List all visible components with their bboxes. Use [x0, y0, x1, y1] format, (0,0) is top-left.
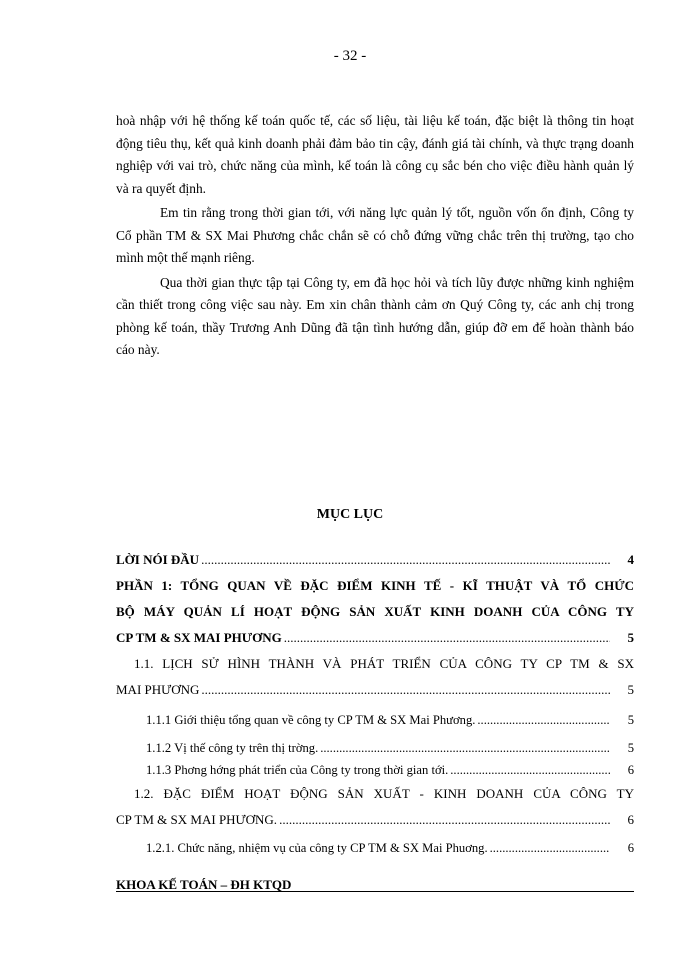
- toc-entry-label-continued: MAI PHƯƠNG: [116, 682, 200, 697]
- paragraph: Qua thời gian thực tập tại Công ty, em đã học hỏi và tích lũy được những kinh nghiệm cần thiết trong công việc sau này. Em xin chân thành cảm ơn Quý Công ty, các anh chị trong phòng kế toán, thầy Trương Anh Dũng đã tận tình hướng dẫn, giúp đỡ em để hoàn thành báo cáo này.: [116, 274, 634, 357]
- table-of-contents: [116, 547, 634, 859]
- toc-page-number: 5: [627, 630, 634, 645]
- toc-leader-dots: [201, 677, 610, 703]
- toc-leader-dots: [450, 759, 610, 781]
- toc-page-number: 6: [627, 812, 634, 827]
- toc-entry-1-1-2[interactable]: [116, 737, 634, 759]
- toc-entry-label-continued: BỘ MÁY QUẢN LÍ HOẠT ĐỘNG SẢN XUẤT KINH DOANH CỦA CÔNG TY: [116, 604, 634, 619]
- toc-entry-1-1-1[interactable]: [116, 709, 634, 731]
- toc-page-number: 5: [627, 682, 634, 697]
- toc-entry-label-continued: CP TM & SX MAI PHƯƠNG.: [116, 812, 278, 827]
- toc-entry-label: 1.1.1 Giới thiệu tổng quan về công ty CP TM & SX Mai Phương.: [146, 713, 476, 727]
- page-number: - 32 -: [333, 48, 367, 64]
- toc-entry-label: LỜI NÓI ĐẦU: [116, 552, 200, 567]
- toc-leader-dots: [490, 837, 610, 859]
- toc-page-number: 6: [627, 841, 634, 855]
- paragraph: hoà nhập với hệ thống kế toán quốc tế, các số liệu, tài liệu kế toán, đặc biệt là thông tin hoạt động tiêu thụ, kết quả kinh doanh phải đảm bảo tin cậy, đánh giá tài chính, và thực trạng doanh nghiệp với vai trò, chức năng của mình, kế toán là công cụ sắc bén cho việc điều hành quản lý và ra quyết định.: [116, 113, 634, 196]
- toc-leader-dots: [477, 709, 610, 731]
- paragraph: Em tin rằng trong thời gian tới, với năng lực quản lý tốt, nguồn vốn ổn định, Công ty Cổ phần TM & SX Mai Phương chắc chắn sẽ có chỗ đứng vững chắc trên thị trường, tạo cho mình một thế mạnh riêng.: [116, 205, 634, 265]
- toc-page-number: 5: [627, 713, 634, 727]
- toc-entry-preface[interactable]: [116, 547, 634, 573]
- toc-entry-1-1-3[interactable]: [116, 759, 634, 781]
- toc-entry-1-2-1[interactable]: [116, 837, 634, 859]
- toc-entry-label: 1.1.3 Phơng hớng phát triển của Công ty trong thời gian tới.: [146, 763, 449, 777]
- body-text: [116, 110, 634, 362]
- toc-entry-1-1[interactable]: [116, 651, 634, 703]
- toc-entry-label-continued: CP TM & SX MAI PHƯƠNG: [116, 630, 282, 645]
- page-footer: KHOA KẾ TOÁN – ĐH KTQD: [116, 877, 292, 892]
- toc-entry-label: 1.1. LỊCH SỬ HÌNH THÀNH VÀ PHÁT TRIỂN CỦA CÔNG TY CP TM & SX: [134, 656, 634, 671]
- toc-entry-1-2[interactable]: [116, 781, 634, 833]
- toc-entry-label: 1.2.1. Chức năng, nhiệm vụ của công ty CP TM & SX Mai Phuơng.: [146, 841, 488, 855]
- toc-entry-label: 1.2. ĐẶC ĐIỂM HOẠT ĐỘNG SẢN XUẤT - KINH DOANH CỦA CÔNG TY: [134, 786, 634, 801]
- toc-page-number: 4: [627, 552, 634, 567]
- toc-page-number: 6: [627, 763, 634, 777]
- toc-leader-dots: [320, 737, 610, 759]
- toc-title: MỤC LỤC: [316, 507, 384, 522]
- toc-leader-dots: [279, 807, 610, 833]
- toc-leader-dots: [284, 625, 610, 651]
- footer-divider: [116, 891, 634, 892]
- toc-entry-part-1[interactable]: [116, 573, 634, 651]
- toc-entry-label: PHẦN 1: TỔNG QUAN VỀ ĐẶC ĐIỂM KINH TẾ - KĨ THUẬT VÀ TỔ CHỨC: [116, 578, 634, 593]
- toc-page-number: 5: [627, 741, 634, 755]
- toc-leader-dots: [201, 547, 610, 573]
- toc-entry-label: 1.1.2 Vị thế công ty trên thị trờng.: [146, 741, 319, 755]
